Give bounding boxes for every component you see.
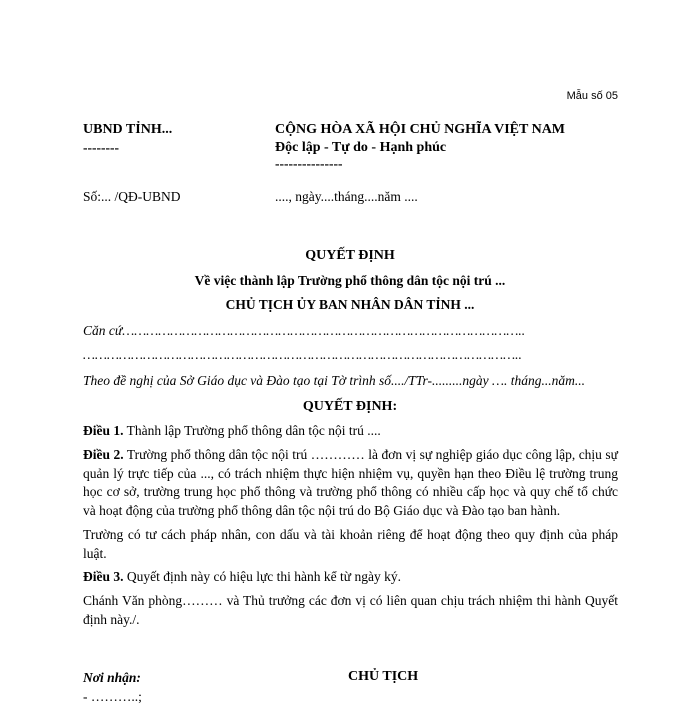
- decision-authority: CHỦ TỊCH ỦY BAN NHÂN DÂN TỈNH ...: [225, 297, 475, 312]
- recipients-label: Nơi nhận:: [83, 670, 141, 685]
- decides-heading: QUYẾT ĐỊNH:: [302, 399, 398, 414]
- article-2: [83, 446, 618, 520]
- issuing-org-rule: --------: [83, 140, 119, 155]
- form-number: Mẫu số 05: [566, 90, 618, 102]
- legal-basis-line-1: Căn cứ………………………………………………………………………………………..: [83, 323, 526, 338]
- article-2-text: Trường phổ thông dân tộc nội trú ………… là đơn vị sự nghiệp giáo dục công lập, chịu sự quản lý trực tiếp của ..., có trách nhiệm thực hiện nhiệm vụ, quyền hạn theo Điều lệ trường trung học cơ sở, trường trung học phổ thông và trường phổ thông có nhiều cấp học và quy chế tổ chức và hoạt động của trường phổ thông dân tộc nội trú do Bộ Giáo dục và Đào tạo ban hành.: [83, 447, 618, 518]
- national-title: CỘNG HÒA XÃ HỘI CHỦ NGHĨA VIỆT NAM: [275, 122, 566, 137]
- document-date: ...., ngày....tháng....năm ....: [275, 189, 418, 204]
- article-3-label: Điều 3.: [83, 569, 124, 584]
- legal-basis-line-2: ………………………………………………………………………………………………..: [83, 347, 522, 362]
- issuing-org: UBND TỈNH...: [83, 122, 173, 137]
- article-3-paragraph-2: Chánh Văn phòng……… và Thủ trưởng các đơn vị có liên quan chịu trách nhiệm thi hành Quyết định này./.: [83, 593, 618, 627]
- decision-subject: Về việc thành lập Trường phổ thông dân tộc nội trú ...: [194, 273, 506, 288]
- article-1-label: Điều 1.: [83, 423, 124, 438]
- decision-title: QUYẾT ĐỊNH: [305, 248, 395, 263]
- article-1: [83, 422, 618, 441]
- document-number: Số:... /QĐ-UBND: [83, 189, 181, 204]
- article-2-label: Điều 2.: [83, 447, 124, 462]
- article-3: [83, 568, 618, 587]
- article-2-paragraph-2: Trường có tư cách pháp nhân, con dấu và tài khoản riêng để hoạt động theo quy định của pháp luật.: [83, 527, 618, 561]
- national-motto: Độc lập - Tự do - Hạnh phúc: [275, 140, 447, 155]
- national-motto-rule: ---------------: [275, 156, 343, 171]
- article-1-text: Thành lập Trường phổ thông dân tộc nội trú ....: [123, 423, 381, 438]
- recipients-first-item: - ………..;: [83, 689, 142, 704]
- signer-title: CHỦ TỊCH: [348, 669, 419, 684]
- proposal-line: Theo đề nghị của Sở Giáo dục và Đào tạo tại Tờ trình số..../TTr-.........ngày …. tháng...năm...: [83, 373, 586, 388]
- article-3-text: Quyết định này có hiệu lực thi hành kể từ ngày ký.: [123, 569, 401, 584]
